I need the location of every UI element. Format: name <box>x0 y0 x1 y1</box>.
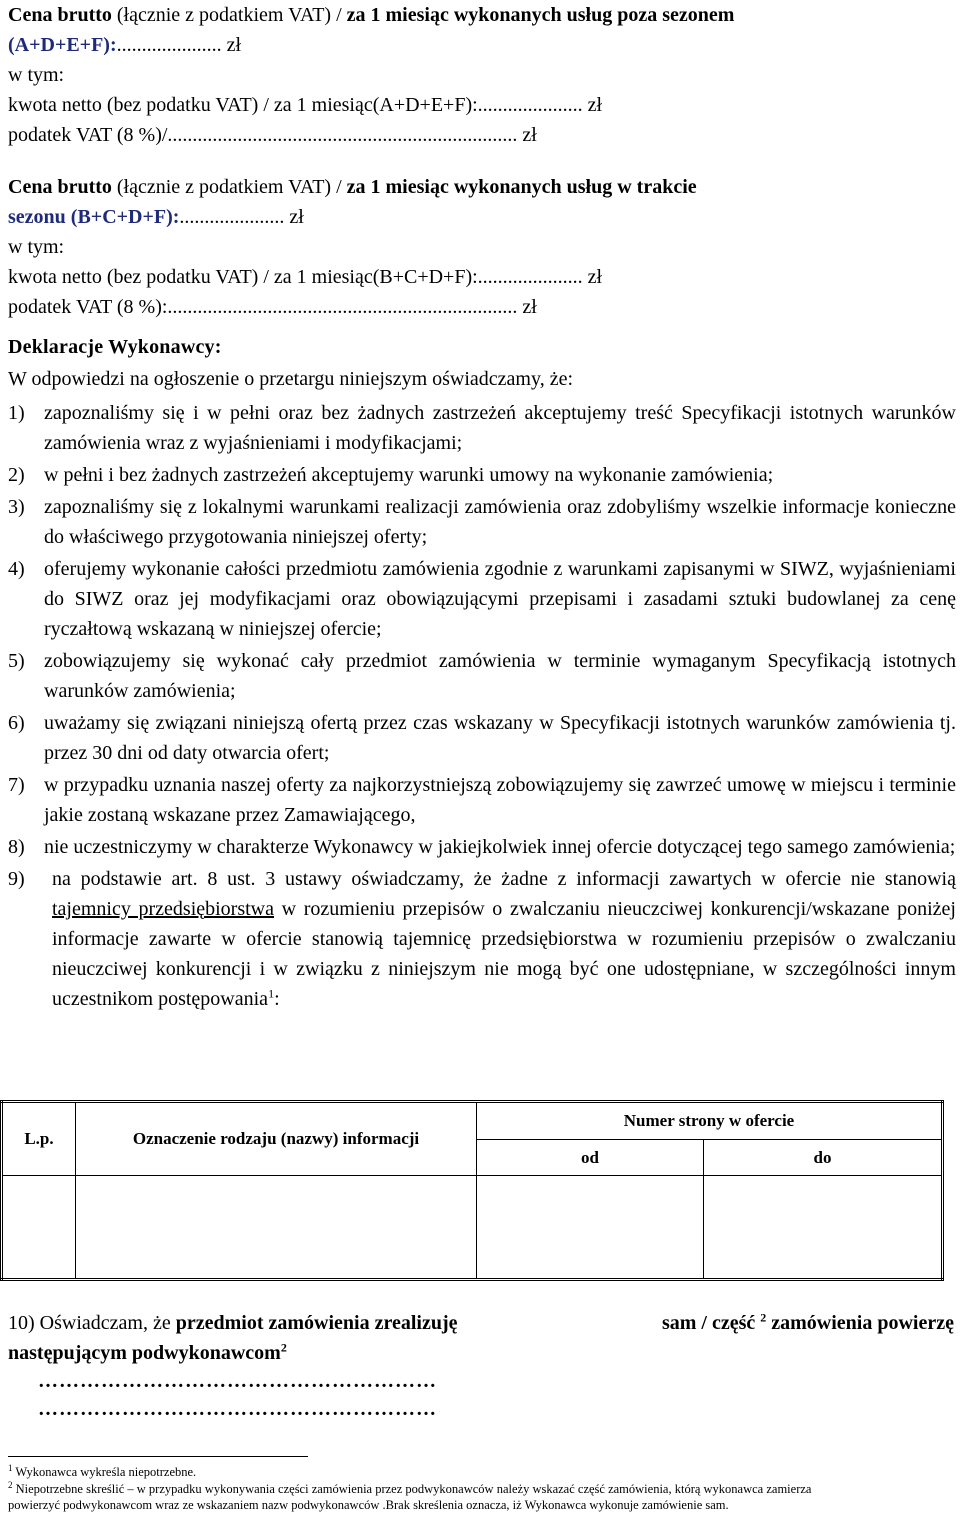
period-label: za 1 miesiąc wykonanych usług w trakcie <box>346 176 697 198</box>
item-text: w przypadku uznania naszej oferty za najkorzystniejszą zobowiązujemy się zawrzeć umowę w miejscu i terminie jakie zostaną wskazane przez Zamawiającego, <box>44 774 956 826</box>
item-text: zapoznaliśmy się i w pełni oraz bez żadnych zastrzeżeń akceptujemy treść Specyfikacji istotnych warunków zamówienia wraz z wyjaśnieniami i modyfikacjami; <box>44 402 956 454</box>
item10-line2 <box>8 1338 954 1368</box>
trade-secret-term: tajemnicy przedsiębiorstwa <box>52 898 275 920</box>
subcontractor-blank-2[interactable]: ………………………………………………… <box>38 1398 437 1420</box>
gross-price-label: Cena brutto <box>8 4 112 26</box>
self-part-choice: sam / część <box>661 1312 756 1334</box>
declaration-item <box>8 708 956 768</box>
net-amount-line: kwota netto (bez podatku VAT) / za 1 miesiąc(B+C+D+F):..................... zł <box>8 266 603 288</box>
declaration-item <box>8 646 956 706</box>
item-number: 7) <box>8 774 25 796</box>
declaration-item <box>8 832 956 862</box>
col-page-header: Numer strony w ofercie <box>477 1102 943 1140</box>
gross-price-label: Cena brutto <box>8 176 112 198</box>
document-page <box>8 0 956 1014</box>
subcontractors-label: następującym podwykonawcom <box>8 1342 281 1364</box>
footnote-1 <box>8 1464 196 1480</box>
item-text <box>52 864 956 1014</box>
item10-bold-b <box>662 1308 954 1338</box>
declaration-item <box>8 554 956 644</box>
amount-blank: ..................... zł <box>179 206 304 228</box>
declarations-list <box>8 398 956 862</box>
item-text: oferujemy wykonanie całości przedmiotu zamówienia zgodnie z warunkami zapisanymi w SIWZ, wyjaśnieniami do SIWZ oraz jej modyfikacjami oraz obowiązującymi przepisami i zasadami sztuki budowlanej za cenę ryczałtową wskazaną w niniejszej ofercie; <box>44 558 956 640</box>
price-season-line1 <box>8 172 956 202</box>
footnote-ref: 2 <box>280 1340 287 1355</box>
footnote-ref: 2 <box>760 1310 767 1325</box>
declaration-item <box>8 770 956 830</box>
formula-label: (B+C+D+F): <box>70 206 180 228</box>
trade-secret-table <box>0 1100 944 1281</box>
footnote-number: 1 <box>8 1462 13 1473</box>
footnote-ref: 1 <box>268 986 275 1001</box>
in-which-label: w tym: <box>8 236 65 258</box>
item9-text-b: w rozumieniu przepisów o zwalczaniu nieuczciwej konkurencji/wskazane poniżej informacje zawarte w ofercie stanowią tajemnicę przedsiębiorstwa w rozumieniu przepisów o zwalczaniu nieuczciwej konkurencji i w związku z niniejszym nie mogą być one udostępniane, w szczególności innym uczestnikom postępowania <box>52 898 956 1010</box>
item-number: 3) <box>8 496 25 518</box>
in-which-label: w tym: <box>8 64 65 86</box>
item-text: zobowiązujemy się wykonać cały przedmiot zamówienia w terminie wymaganym Specyfikacją istotnych warunków zamówienia; <box>44 650 956 702</box>
footnote-divider <box>8 1456 308 1457</box>
col-name-header: Oznaczenie rodzaju (nazwy) informacji <box>76 1102 477 1176</box>
item10-bold-a: przedmiot zamówienia zrealizuję <box>175 1312 458 1334</box>
item-text: uważamy się związani niniejszą ofertą przez czas wskazany w Specyfikacji istotnych warunków zamówienia tj. przez 30 dni od daty otwarcia ofert; <box>44 712 956 764</box>
item10-bold-c: zamówienia powierzę <box>771 1312 954 1334</box>
table-cell-empty[interactable] <box>76 1176 477 1280</box>
footnote-text: Wykonawca wykreśla niepotrzebne. <box>12 1465 197 1479</box>
item-number: 1) <box>8 402 25 424</box>
price-off-season-line1 <box>8 0 956 30</box>
item-number: 4) <box>8 558 25 580</box>
col-lp-header: L.p. <box>2 1102 76 1176</box>
item9-text-c: : <box>274 988 280 1010</box>
formula-label: (A+D+E+F): <box>8 34 117 56</box>
footnote-text: Niepotrzebne skreślić – w przypadku wykonywania części zamówienia przez podwykonawców należy wskazać część zamówienia, którą wykonawca zamierza <box>12 1482 812 1496</box>
footnote-number: 2 <box>8 1479 13 1490</box>
footnote-2 <box>8 1481 811 1497</box>
item-text: w pełni i bez żadnych zastrzeżeń akceptujemy warunki umowy na wykonanie zamówienia; <box>44 464 774 486</box>
item-text: nie uczestniczymy w charakterze Wykonawcy w jakiejkolwiek innej ofercie dotyczącej tego samego zamówienia; <box>44 836 956 858</box>
vat-note: (łącznie z podatkiem VAT) / <box>111 4 347 26</box>
price-off-season-line2 <box>8 30 956 60</box>
declaration-item <box>8 398 956 458</box>
item-number: 8) <box>8 836 25 858</box>
table-cell-empty[interactable] <box>2 1176 76 1280</box>
declarations-intro: W odpowiedzi na ogłoszenie o przetargu niniejszym oświadczamy, że: <box>8 368 573 390</box>
price-season-block <box>8 172 956 322</box>
table-cell-empty[interactable] <box>704 1176 943 1280</box>
declaration-item <box>8 492 956 552</box>
item-number: 2) <box>8 464 25 486</box>
price-off-season-block <box>8 0 956 150</box>
price-season-line2 <box>8 202 956 232</box>
item10-line1 <box>8 1308 954 1338</box>
item-number: 9) <box>8 868 25 890</box>
item9-text-a: na podstawie art. 8 ust. 3 ustawy oświadczamy, że żadne z informacji zawartych w ofercie nie stanowią <box>52 868 956 890</box>
vat-line: podatek VAT (8 %):...................................................................... zł <box>8 296 537 318</box>
subcontractor-blank-1[interactable]: ………………………………………………… <box>38 1370 437 1392</box>
declarations-title: Deklaracje Wykonawcy: <box>8 336 222 358</box>
amount-blank: ..................... zł <box>116 34 242 56</box>
item-text: zapoznaliśmy się z lokalnymi warunkami realizacji zamówienia oraz zdobyliśmy wszelkie informacje konieczne do właściwego przygotowania niniejszej oferty; <box>44 496 956 548</box>
season-word: sezonu <box>8 206 71 228</box>
col-from-header: od <box>477 1140 704 1176</box>
vat-line: podatek VAT (8 %)/...................................................................... zł <box>8 124 537 146</box>
item10-text: 10) Oświadczam, że <box>8 1312 176 1334</box>
item-number: 6) <box>8 712 25 734</box>
declaration-item-9 <box>8 864 956 1014</box>
item10-part-a <box>8 1308 458 1338</box>
item-number: 5) <box>8 650 25 672</box>
table-cell-empty[interactable] <box>477 1176 704 1280</box>
declaration-item-10 <box>8 1308 954 1368</box>
period-label: za 1 miesiąc wykonanych usług poza sezonem <box>346 4 735 26</box>
net-amount-line: kwota netto (bez podatku VAT) / za 1 miesiąc(A+D+E+F):..................... zł <box>8 94 603 116</box>
col-to-header: do <box>704 1140 943 1176</box>
footnote-2-cont: powierzyć podwykonawcom wraz ze wskazaniem nazw podwykonawców .Brak skreślenia oznacza, iż Wykonawca wykonuje zamówienie sam. <box>8 1498 729 1512</box>
vat-note: (łącznie z podatkiem VAT) / <box>111 176 347 198</box>
declaration-item <box>8 460 956 490</box>
